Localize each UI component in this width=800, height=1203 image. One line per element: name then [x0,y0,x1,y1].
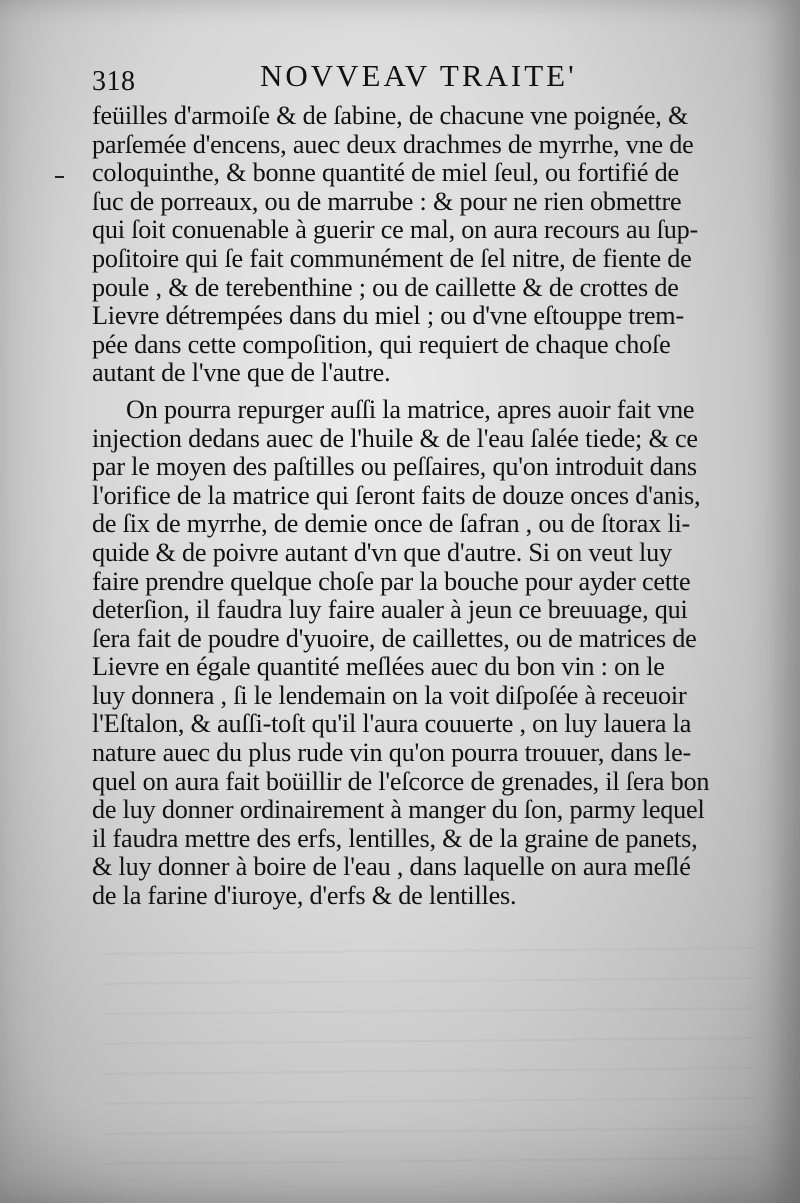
running-title: NOVVEAV TRAITE' [260,58,577,93]
text-line: On pourra repurger auſſi la matrice, apres auoir fait vne [126,394,695,424]
text-line: Lievre en égale quantité meſlées auec du bon vin : on le [92,652,665,682]
paper-bleed-through [105,937,755,1183]
page-header [92,58,772,98]
text-line: il faudra mettre des erfs, lentilles, & de la graine de panets, [92,823,698,853]
text-line: pée dans cette compoſition, qui requiert de chaque choſe [92,329,671,359]
text-line: l'Eſtalon, & auſſi-toſt qu'il l'aura couuerte , on luy lauera la [92,709,692,739]
text-line: parſemée d'encens, auec deux drachmes de myrrhe, vne de [92,129,694,159]
text-line: quide & de poivre autant d'vn que d'autre. Si on veut luy [92,537,672,567]
text-line: de luy donner ordinairement à manger du ſon, parmy lequel [92,795,705,825]
text-line: qui ſoit conuenable à guerir ce mal, on aura recours au ſup- [92,215,699,245]
text-line: ſera fait de poudre d'yuoire, de caillettes, ou de matrices de [92,623,697,653]
text-line: l'orifice de la matrice qui ſeront faits de douze onces d'anis, [92,480,701,510]
text-line: Lievre détrempées dans du miel ; ou d'vne eſtouppe trem- [92,301,684,331]
text-line: de ſix de myrrhe, de demie once de ſafran , ou de ſtorax li- [92,509,691,539]
text-line: deterſion, il faudra luy faire aualer à jeun ce breuuage, qui [92,595,688,625]
text-line: autant de l'vne que de l'autre. [92,358,391,388]
text-line: & luy donner à boire de l'eau , dans laquelle on aura meſlé [92,852,691,882]
text-line: poule , & de terebenthine ; ou de caillette & de crottes de [92,272,679,302]
text-line: luy donnera , ſi le lendemain on la voit diſpoſée à receuoir [92,680,687,710]
page-number: 318 [92,66,136,97]
text-line: de la farine d'iuroye, d'erfs & de lentilles. [92,881,517,911]
text-line: faire prendre quelque choſe par la bouche pour ayder cette [92,566,691,596]
text-line: nature auec du plus rude vin qu'on pourra trouuer, dans le- [92,738,692,768]
text-line: injection dedans auec de l'huile & de l'eau ſalée tiede; & ce [92,423,698,453]
text-line: quel on aura fait boüillir de l'eſcorce de grenades, il ſera bon [92,766,710,796]
text-line: ſuc de porreaux, ou de marrube : & pour ne rien obmettre [92,186,682,216]
margin-mark [55,176,64,178]
text-line: coloquinthe, & bonne quantité de miel ſeul, ou fortifié de [92,158,679,188]
text-line: poſitoire qui ſe fait communément de ſel nitre, de fiente de [92,243,692,273]
text-line: par le moyen des paſtilles ou peſſaires, qu'on introduit dans [92,452,697,482]
main-text [92,102,762,911]
text-line: feüilles d'armoiſe & de ſabine, de chacune vne poignée, & [92,101,689,130]
